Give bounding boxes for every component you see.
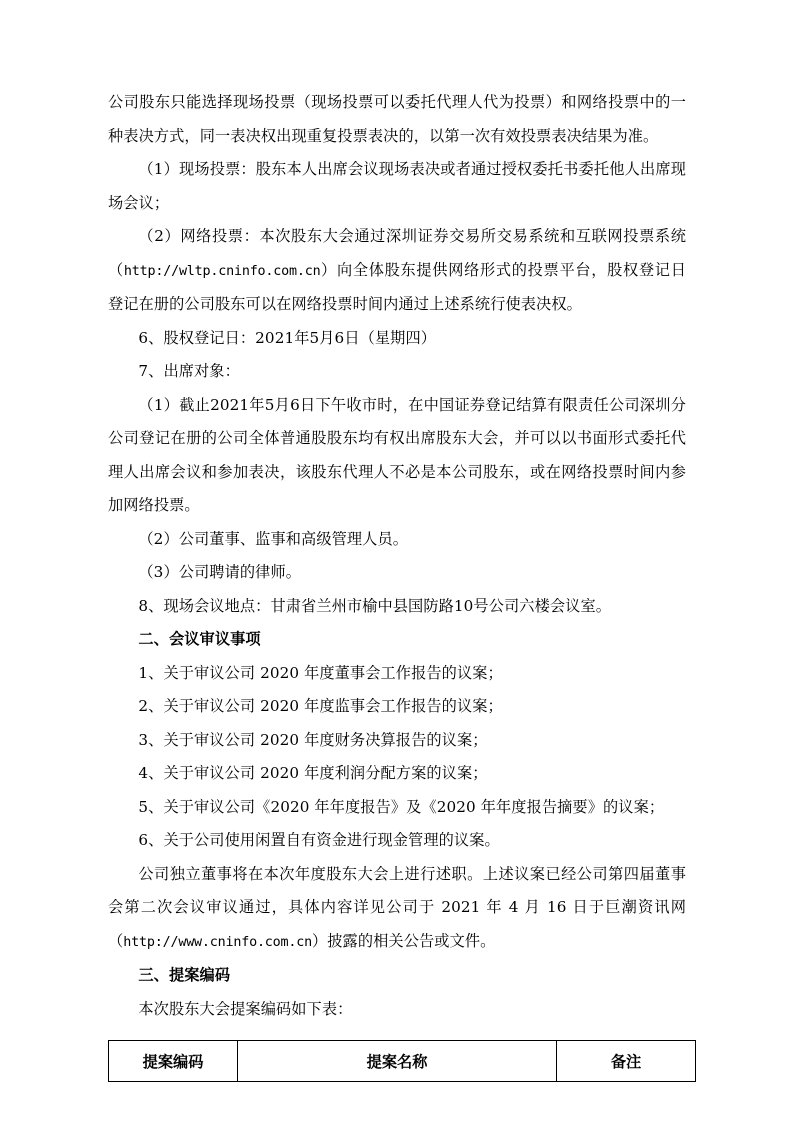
- paragraph-online-voting: [108, 220, 686, 322]
- agenda-item-1: 1、关于审议公司 2020 年度董事会工作报告的议案；: [138, 663, 503, 682]
- agenda-item-5: 5、关于审议公司《2020 年年度报告》及《2020 年年度报告摘要》的议案；: [138, 797, 665, 816]
- proposal-code-table: [108, 1040, 696, 1082]
- table-header-remark: 备注: [557, 1041, 696, 1082]
- paragraph-attendees-title: 7、出席对象：: [138, 362, 240, 380]
- online-voting-text-after: ）向全体股东提供网络形式的投票平台，股权登记日登记在册的公司股东可以在网络投票时间内通过上述系统行使表决权。: [108, 260, 686, 313]
- section-three-intro: 本次股东大会提案编码如下表：: [138, 999, 353, 1018]
- table-header-row: [109, 1041, 696, 1082]
- paragraph-voting-method: 公司股东只能选择现场投票（现场投票可以委托代理人代为投票）和网络投票中的一种表决方式，同一表决权出现重复投票表决的，以第一次有效投票表决结果为准。: [108, 93, 686, 145]
- paragraph-attendees-1: （1）截止2021年5月6日下午收市时，在中国证券登记结算有限责任公司深圳分公司登记在册的公司全体普通股股东均有权出席股东大会，并可以以书面形式委托代理人出席会议和参加表决，该股东代理人不必是本公司股东，或在网络投票时间内参加网络投票。: [108, 395, 686, 514]
- paragraph-onsite-voting: （1）现场投票：股东本人出席会议现场表决或者通过授权委托书委托他人出席现场会议；: [108, 160, 686, 212]
- table-header-proposal-name: 提案名称: [238, 1041, 557, 1082]
- document-content: [108, 86, 686, 1082]
- section-two-closing: [108, 858, 686, 960]
- paragraph-record-date: 6、股权登记日：2021年5月6日（星期四）: [138, 328, 437, 347]
- agenda-item-6: 6、关于公司使用闲置自有资金进行现金管理的议案。: [138, 831, 500, 849]
- section-two-heading: 二、会议审议事项: [138, 630, 261, 648]
- closing-text-after: ）披露的相关公告或文件。: [311, 931, 496, 950]
- closing-text-before: 公司独立董事将在本次年度股东大会上进行述职。上述议案已经公司第四届董事会第二次会议审议通过，具体内容详见公司于 2021 年 4 月 16 日于巨潮资讯网（: [108, 864, 686, 950]
- agenda-item-2: 2、关于审议公司 2020 年度监事会工作报告的议案；: [138, 697, 503, 715]
- paragraph-attendees-2: （2）公司董事、监事和高级管理人员。: [138, 529, 409, 548]
- agenda-item-4: 4、关于审议公司 2020 年度利润分配方案的议案；: [138, 764, 488, 782]
- online-voting-url: http://wltp.cninfo.com.cn: [123, 263, 321, 279]
- closing-url: http://www.cninfo.com.cn: [123, 934, 312, 950]
- agenda-item-3: 3、关于审议公司 2020 年度财务决算报告的议案；: [138, 730, 488, 749]
- paragraph-attendees-3: （3）公司聘请的律师。: [138, 563, 302, 581]
- section-three-heading: 三、提案编码: [138, 966, 231, 984]
- online-voting-text-before: （2）网络投票：本次股东大会通过深圳证券交易所交易系统和互联网投票系统（: [108, 227, 686, 279]
- paragraph-venue: 8、现场会议地点：甘肃省兰州市榆中县国防路10号公司六楼会议室。: [138, 596, 612, 615]
- table-header-proposal-code: 提案编码: [109, 1041, 238, 1082]
